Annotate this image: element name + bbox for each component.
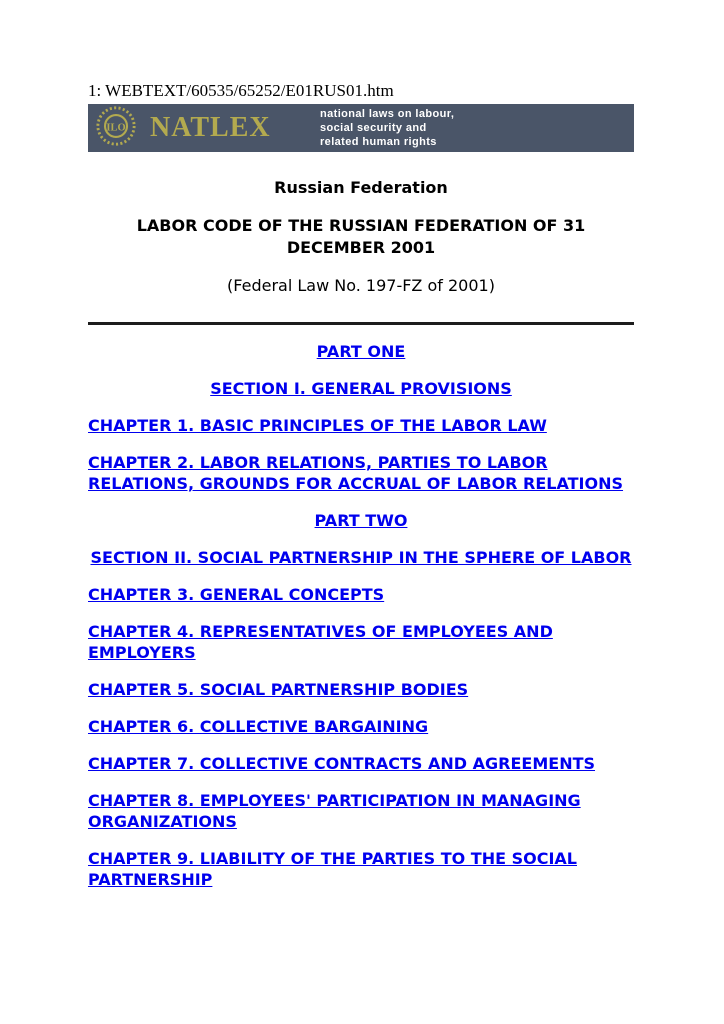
toc-item (88, 547, 634, 568)
natlex-banner (88, 104, 634, 152)
svg-text:ILO: ILO (106, 122, 126, 134)
document-title: LABOR CODE OF THE RUSSIAN FEDERATION OF 31 DECEMBER 2001 (136, 216, 586, 257)
toc-link-chapter-3[interactable]: CHAPTER 3. GENERAL CONCEPTS (88, 585, 385, 604)
toc-link-chapter-5[interactable]: CHAPTER 5. SOCIAL PARTNERSHIP BODIES (88, 680, 469, 699)
banner-tagline-line: social security and (320, 122, 427, 134)
toc-link-chapter-9[interactable]: CHAPTER 9. LIABILITY OF THE PARTIES TO THE SOCIAL PARTNERSHIP (88, 849, 577, 889)
toc-item (88, 584, 634, 605)
country-title: Russian Federation (274, 178, 448, 197)
page-content (88, 81, 634, 906)
toc-item (88, 621, 634, 663)
toc-link-chapter-7[interactable]: CHAPTER 7. COLLECTIVE CONTRACTS AND AGREEMENTS (88, 754, 596, 773)
toc-item (88, 341, 634, 362)
natlex-wordmark: NATLEX (150, 112, 271, 143)
toc-item (88, 790, 634, 832)
law-number-subtitle: (Federal Law No. 197-FZ of 2001) (227, 276, 495, 295)
toc-link-section-i[interactable]: SECTION I. GENERAL PROVISIONS (210, 379, 512, 398)
divider (88, 322, 634, 325)
toc-item (88, 378, 634, 399)
banner-tagline (320, 107, 454, 149)
toc-link-part-two[interactable]: PART TWO (314, 511, 408, 530)
toc-link-part-one[interactable]: PART ONE (316, 342, 406, 361)
banner-tagline-line: related human rights (320, 136, 437, 148)
ilo-logo-icon (95, 105, 137, 151)
toc-item (88, 848, 634, 890)
toc-link-chapter-6[interactable]: CHAPTER 6. COLLECTIVE BARGAINING (88, 717, 429, 736)
toc-link-chapter-4[interactable]: CHAPTER 4. REPRESENTATIVES OF EMPLOYEES AND EMPLOYERS (88, 622, 553, 662)
toc-item (88, 679, 634, 700)
banner-tagline-line: national laws on labour, (320, 108, 455, 120)
table-of-contents (88, 341, 634, 890)
toc-item (88, 753, 634, 774)
toc-item (88, 510, 634, 531)
toc-link-section-ii[interactable]: SECTION II. SOCIAL PARTNERSHIP IN THE SPHERE OF LABOR (90, 548, 632, 567)
toc-link-chapter-8[interactable]: CHAPTER 8. EMPLOYEES' PARTICIPATION IN MANAGING ORGANIZATIONS (88, 791, 581, 831)
toc-link-chapter-1[interactable]: CHAPTER 1. BASIC PRINCIPLES OF THE LABOR LAW (88, 416, 547, 435)
toc-item (88, 716, 634, 737)
toc-link-chapter-2[interactable]: CHAPTER 2. LABOR RELATIONS, PARTIES TO LABOR RELATIONS, GROUNDS FOR ACCRUAL OF LABOR RELATIONS (88, 453, 624, 493)
toc-item (88, 415, 634, 436)
toc-item (88, 452, 634, 494)
print-header: 1: WEBTEXT/60535/65252/E01RUS01.htm (88, 81, 394, 100)
